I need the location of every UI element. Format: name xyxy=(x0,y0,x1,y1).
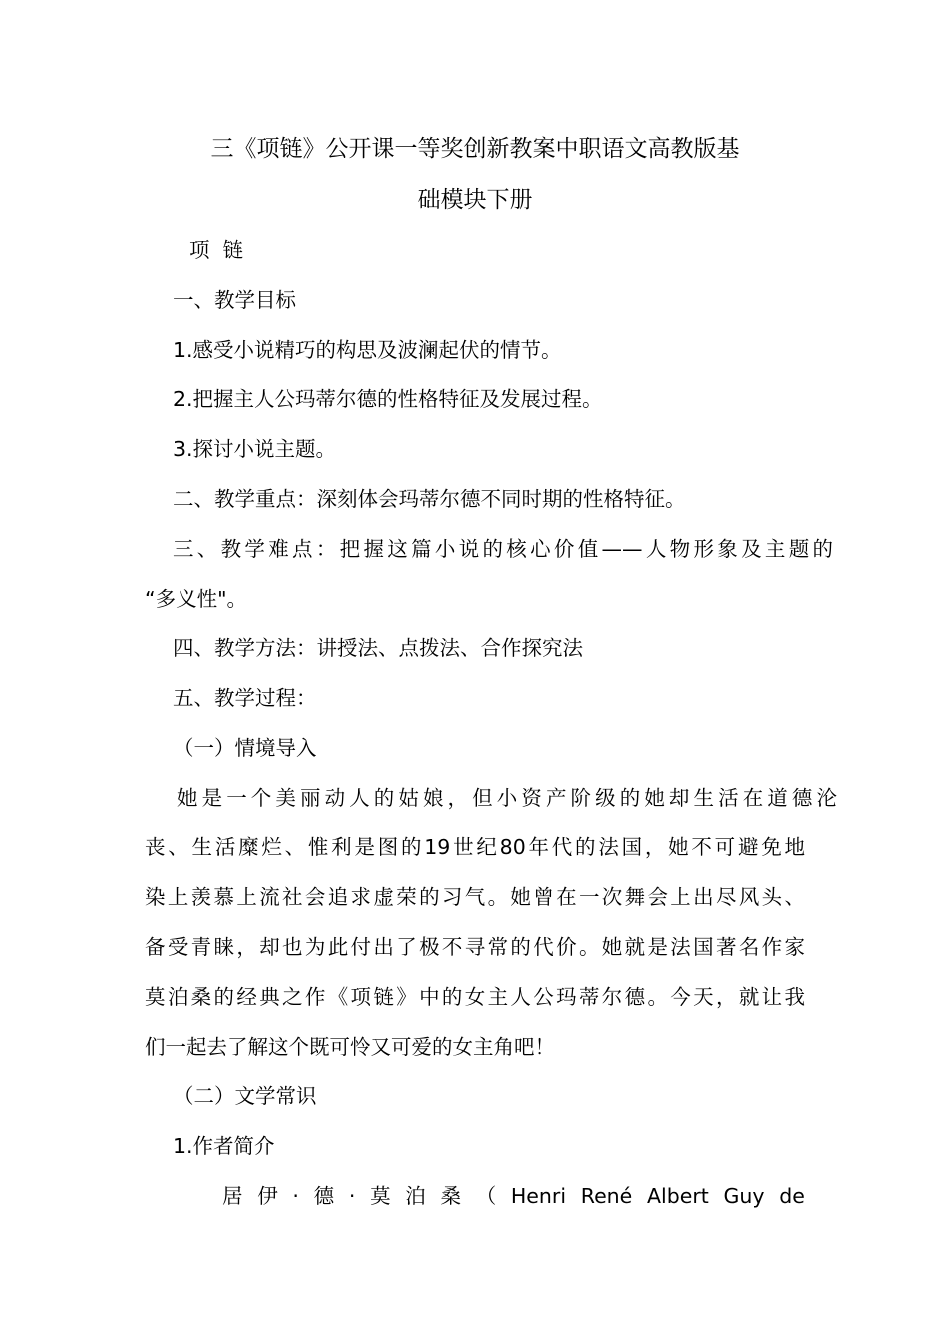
section-heading-key-points: 二、教学重点：深刻体会玛蒂尔德不同时期的性格特征。 xyxy=(173,487,686,511)
author-word: 泊 xyxy=(405,1184,426,1208)
difficulties-continuation: “多义性"。 xyxy=(145,587,248,611)
item-heading-author: 1.作者简介 xyxy=(173,1134,275,1158)
paragraph-line: 丧、生活糜烂、惟利是图的19世纪80年代的法国，她不可避免地 xyxy=(145,835,805,859)
section-heading-methods: 四、教学方法：讲授法、点拨法、合作探究法 xyxy=(173,636,583,660)
author-word: de xyxy=(779,1184,805,1208)
paragraph-line: 莫泊桑的经典之作《项链》中的女主人公玛蒂尔德。今天，就让我 xyxy=(145,985,805,1009)
paragraph-line: 备受青睐，却也为此付出了极不寻常的代价。她就是法国著名作家 xyxy=(145,935,805,959)
paragraph-line: 她是一个美丽动人的姑娘，但小资产阶级的她却生活在道德沦 xyxy=(177,786,837,810)
author-word: Guy xyxy=(723,1184,765,1208)
objective-item-3: 3.探讨小说主题。 xyxy=(173,437,337,461)
author-word: Henri xyxy=(510,1184,567,1208)
section-heading-process: 五、教学过程： xyxy=(173,686,317,710)
subsection-heading-intro: （一）情境导入 xyxy=(173,736,317,760)
author-word: René xyxy=(580,1184,633,1208)
author-word: · xyxy=(348,1184,356,1208)
objective-item-2: 2.把握主人公玛蒂尔德的性格特征及发展过程。 xyxy=(173,387,603,411)
author-word: Albert xyxy=(647,1184,709,1208)
author-word: 德 xyxy=(313,1184,335,1208)
objective-item-1: 1.感受小说精巧的构思及波澜起伏的情节。 xyxy=(173,338,562,362)
author-word: 桑 xyxy=(440,1184,461,1208)
paragraph-line: 染上羡慕上流社会追求虚荣的习气。她曾在一次舞会上出尽风头、 xyxy=(145,885,805,909)
author-word: · xyxy=(292,1184,299,1208)
document-title-line-2: 础模块下册 xyxy=(417,187,533,213)
author-word: 伊 xyxy=(257,1184,278,1208)
document-title-line-1: 三《项链》公开课一等奖创新教案中职语文高教版基 xyxy=(210,136,740,162)
author-word: 居 xyxy=(222,1184,243,1208)
author-word: （ xyxy=(475,1184,497,1208)
paragraph-line: 们一起去了解这个既可怜又可爱的女主角吧！ xyxy=(145,1035,555,1059)
section-heading-objectives: 一、教学目标 xyxy=(173,288,296,312)
section-heading-difficulties: 三、教学难点：把握这篇小说的核心价值——人物形象及主题的 xyxy=(173,537,833,561)
lesson-title: 项 链 xyxy=(189,238,244,262)
author-line xyxy=(222,1182,805,1210)
author-word: 莫 xyxy=(370,1184,391,1208)
subsection-heading-literature: （二）文学常识 xyxy=(173,1084,317,1108)
